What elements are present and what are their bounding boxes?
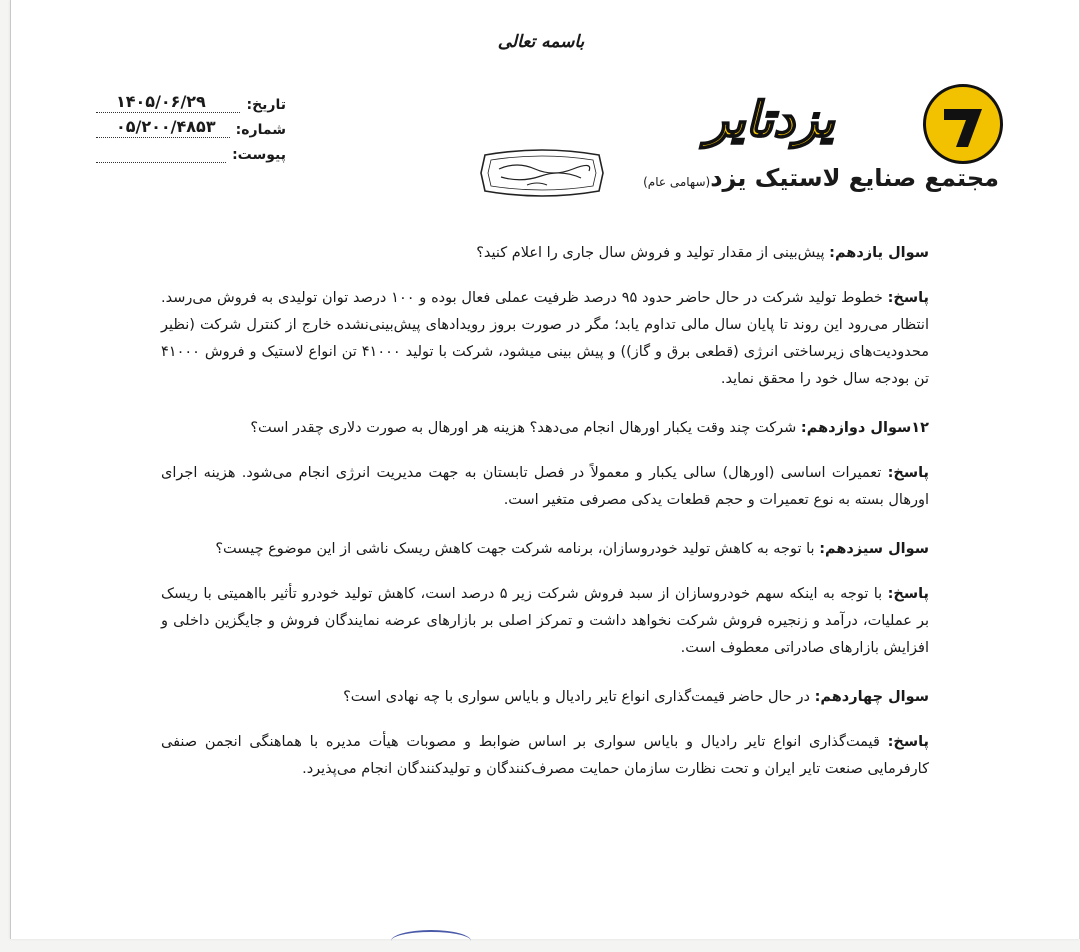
answer-13 (161, 581, 929, 662)
question-14 (161, 684, 929, 711)
number-row (96, 113, 286, 138)
answer-12 (161, 460, 929, 514)
answer-text: با توجه به اینکه سهم خودروسازان از سبد فروش شرکت زیر ۵ درصد است، کاهش تولید خودرو تأثیر بااهمیتی با ریسک بر عملیات، درآمد و زنجیره فروش شرکت نخواهد داشت و تمرکز اصلی بر بازارهای عرضه نمایندگان فروش و جایگزین داخلی و افزایش بازارهای صادراتی معطوف است. (161, 586, 929, 656)
letter-page (10, 0, 1080, 939)
question-13 (161, 536, 929, 563)
company-type: (سهامی عام) (643, 175, 711, 189)
attachment-line (96, 142, 226, 163)
brand-wordmark: یزدتایر (705, 92, 835, 148)
basmala-heading: باسمه تعالی (497, 32, 585, 52)
answer-14 (161, 729, 929, 783)
answer-label: پاسخ: (887, 465, 929, 481)
question-label: سوال سیزدهم: (819, 541, 929, 557)
question-label: سوال یازدهم: (829, 245, 929, 261)
answer-text: خطوط تولید شرکت در حال حاضر حدود ۹۵ درصد ظرفیت عملی فعال بوده و ۱۰۰ درصد توان تولیدی به فروش می‌رسد. انتظار می‌رود این روند تا پایان سال مالی تداوم یابد؛ مگر در صورت بروز رویدادهای پیش‌بینی‌نشده خارج از کنترل شرکت (نظیر محدودیت‌های زیرساختی انرژی (قطعی برق و گاز)) و پیش بینی میشود، شرکت با تولید ۴۱۰۰۰ تن انواع لاستیک و فروش ۴۱۰۰۰ تن بودجه سال خود را محقق نماید. (161, 290, 929, 387)
letter-meta (96, 88, 286, 163)
answer-11 (161, 285, 929, 393)
attachment-label: پیوست: (232, 147, 286, 163)
number-line (96, 117, 230, 138)
stamp-edge-icon (391, 930, 471, 952)
company-logo (617, 84, 1003, 194)
question-11 (161, 240, 929, 267)
question-label: سوال چهاردهم: (814, 689, 929, 705)
number-label: شماره: (235, 122, 286, 138)
date-label: تاریخ: (246, 97, 286, 113)
date-row (96, 88, 286, 113)
answer-label: پاسخ: (887, 586, 929, 602)
answer-text: تعمیرات اساسی (اورهال) سالی یکبار و معمولاً در فصل تابستان به جهت مدیریت انرژی انجام می‌شود. هزینه اجرای اورهال بسته به نوع تعمیرات و حجم قطعات یدکی مصرفی متغیر است. (161, 465, 929, 508)
question-text: در حال حاضر قیمت‌گذاری انواع تایر رادیال و بایاس سواری با چه نهادی است؟ (343, 689, 815, 705)
letter-body (161, 240, 929, 805)
date-value: ۱۴۰۵/۰۶/۲۹ (116, 92, 206, 111)
answer-text: قیمت‌گذاری انواع تایر رادیال و بایاس سواری بر اساس ضوابط و مصوبات هیأت مدیره با هماهنگی انجمن صنفی کارفرمایی صنعت تایر ایران و تحت نظارت سازمان حمایت مصرف‌کنندگان و تولیدکنندگان انجام می‌پذیرد. (161, 734, 929, 777)
number-value: ۰۵/۲۰۰/۴۸۵۳ (116, 117, 216, 136)
company-name-text: مجتمع صنایع لاستیک یزد (710, 164, 999, 192)
question-12 (161, 415, 929, 442)
logo-circle-icon (923, 84, 1003, 164)
question-text: با توجه به کاهش تولید خودروسازان، برنامه شرکت جهت کاهش ریسک ناشی از این موضوع چیست؟ (215, 541, 820, 557)
attachment-row (96, 138, 286, 163)
answer-label: پاسخ: (887, 290, 929, 306)
company-name (643, 164, 999, 192)
question-label: ۱۲سوال دوازدهم: (800, 420, 929, 436)
answer-label: پاسخ: (887, 734, 929, 750)
question-text: پیش‌بینی از مقدار تولید و فروش سال جاری را اعلام کنید؟ (476, 245, 830, 261)
seal-stamp-icon (477, 147, 607, 199)
question-text: شرکت چند وقت یکبار اورهال انجام می‌دهد؟ هزینه هر اورهال به صورت دلاری چقدر است؟ (250, 420, 801, 436)
date-line (96, 92, 240, 113)
